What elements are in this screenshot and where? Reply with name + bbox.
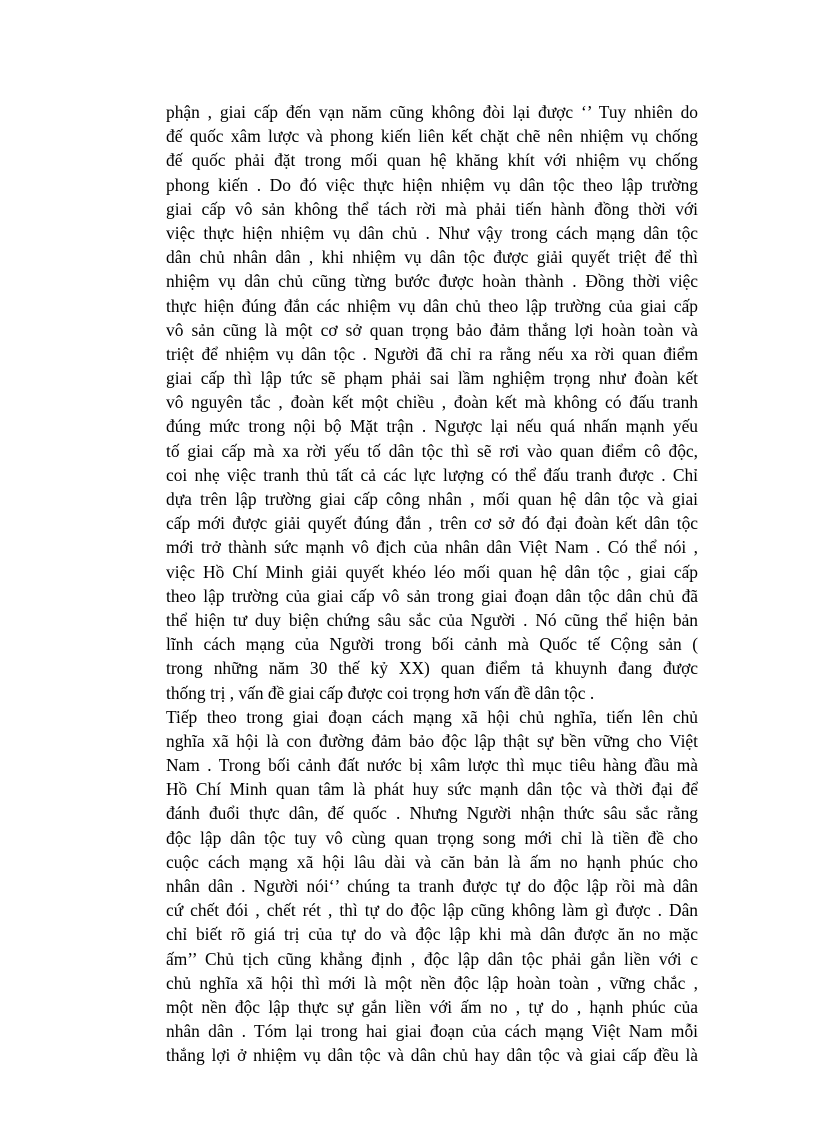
text-line: phong kiến . Do đó việc thực hiện nhiệm vụ dân tộc theo lập trường <box>166 174 698 195</box>
text-line: nhân dân . Người nói‘’ chúng ta tranh được tự do độc lập rồi mà dân <box>166 876 698 896</box>
text-line: đế quốc phải đặt trong mối quan hệ khăng khít với nhiệm vụ chống <box>166 150 698 171</box>
paragraph-2 <box>166 705 698 1068</box>
text-line: thống trị , vấn đề giai cấp được coi trọng hơn vấn đề dân tộc . <box>166 682 595 703</box>
text-line: thực hiện đúng đắn các nhiệm vụ dân chủ theo lập trường của giai cấp <box>166 295 698 316</box>
text-line: giai cấp vô sản không thể tách rời mà phải tiến hành đồng thời với <box>166 198 698 219</box>
document-page <box>166 100 698 1068</box>
text-line: coi nhẹ việc tranh thủ tất cả các lực lượng có thể đấu tranh được . Chỉ <box>166 464 698 485</box>
text-line: vô sản cũng là một cơ sở quan trọng bảo đảm thắng lợi hoàn toàn và <box>166 319 698 340</box>
text-line: thể hiện tư duy biện chứng sâu sắc của Người . Nó cũng thể hiện bản <box>166 609 698 630</box>
text-line: tố giai cấp mà xa rời yếu tố dân tộc thì sẽ rơi vào quan điểm cô độc, <box>166 440 698 461</box>
text-line: Nam . Trong bối cảnh đất nước bị xâm lược thì mục tiêu hàng đầu mà <box>166 755 698 776</box>
text-line: nghĩa xã hội là con đường đảm bảo độc lập thật sự bền vững cho Việt <box>166 730 698 751</box>
text-line: giai cấp thì lập tức sẽ phạm phải sai lầm nghiệm trọng như đoàn kết <box>166 368 698 389</box>
text-line: đánh đuổi thực dân, đế quốc . Nhưng Người nhận thức sâu sắc rằng <box>166 803 698 824</box>
text-line: đúng mức trong nội bộ Mặt trận . Ngược lại nếu quá nhấn mạnh yếu <box>166 416 698 437</box>
text-line: Hồ Chí Minh quan tâm là phát huy sức mạnh dân tộc và thời đại để <box>166 779 698 800</box>
text-line: mới trở thành sức mạnh vô địch của nhân dân Việt Nam . Có thể nói , <box>166 537 698 558</box>
text-line: theo lập trường của giai cấp vô sản trong giai đoạn dân tộc dân chủ đã <box>166 585 698 606</box>
text-line: triệt để nhiệm vụ dân tộc . Người đã chỉ ra rằng nếu xa rời quan điểm <box>166 343 698 364</box>
text-line: dựa trên lập trường giai cấp công nhân , mối quan hệ dân tộc và giai <box>166 489 698 509</box>
text-line: việc thực hiện nhiệm vụ dân chủ . Như vậy trong cách mạng dân tộc <box>166 222 698 243</box>
text-line: chỉ biết rõ giá trị của tự do và độc lập khi mà dân được ăn no mặc <box>166 924 698 945</box>
text-line: cứ chết đói , chết rét , thì tự do độc lập cũng không làm gì được . Dân <box>166 900 698 921</box>
text-line: ấm’’ Chủ tịch cũng khẳng định , độc lập dân tộc phải gắn liền với c <box>166 948 698 969</box>
text-line: độc lập dân tộc tuy vô cùng quan trọng song mới chỉ là tiền đề cho <box>166 827 698 848</box>
text-line: dân chủ nhân dân , khi nhiệm vụ dân tộc được giải quyết triệt để thì <box>166 247 698 268</box>
text-line: Tiếp theo trong giai đoạn cách mạng xã hội chủ nghĩa, tiến lên chủ <box>166 706 698 727</box>
text-line: vô nguyên tắc , đoàn kết một chiều , đoàn kết mà không có đấu tranh <box>166 392 698 413</box>
text-line: lĩnh cách mạng của Người trong bối cảnh mà Quốc tế Cộng sản ( <box>166 634 698 655</box>
text-line: cuộc cách mạng xã hội lâu dài và căn bản là ấm no hạnh phúc cho <box>166 851 698 872</box>
text-line: nhiệm vụ dân chủ cũng từng bước được hoàn thành . Đồng thời việc <box>166 271 698 292</box>
text-line: phận , giai cấp đến vạn năm cũng không đòi lại được ‘’ Tuy nhiên do <box>166 102 698 122</box>
text-line: đế quốc xâm lược và phong kiến liên kết chặt chẽ nên nhiệm vụ chống <box>166 126 698 147</box>
text-line: nhân dân . Tóm lại trong hai giai đoạn của cách mạng Việt Nam mỗi <box>166 1021 698 1042</box>
text-line: trong những năm 30 thế kỷ XX) quan điểm tả khuynh đang được <box>166 658 698 679</box>
paragraph-1 <box>166 100 698 705</box>
text-line: cấp mới được giải quyết đúng đắn , trên cơ sở đó đại đoàn kết dân tộc <box>166 513 698 534</box>
text-line: thắng lợi ở nhiệm vụ dân tộc và dân chủ hay dân tộc và giai cấp đều là <box>166 1045 698 1066</box>
text-line: chủ nghĩa xã hội thì mới là một nền độc lập hoàn toàn , vững chắc , <box>166 972 698 993</box>
text-line: một nền độc lập thực sự gắn liền với ấm no , tự do , hạnh phúc của <box>166 996 698 1017</box>
text-line: việc Hồ Chí Minh giải quyết khéo léo mối quan hệ dân tộc , giai cấp <box>166 561 698 582</box>
